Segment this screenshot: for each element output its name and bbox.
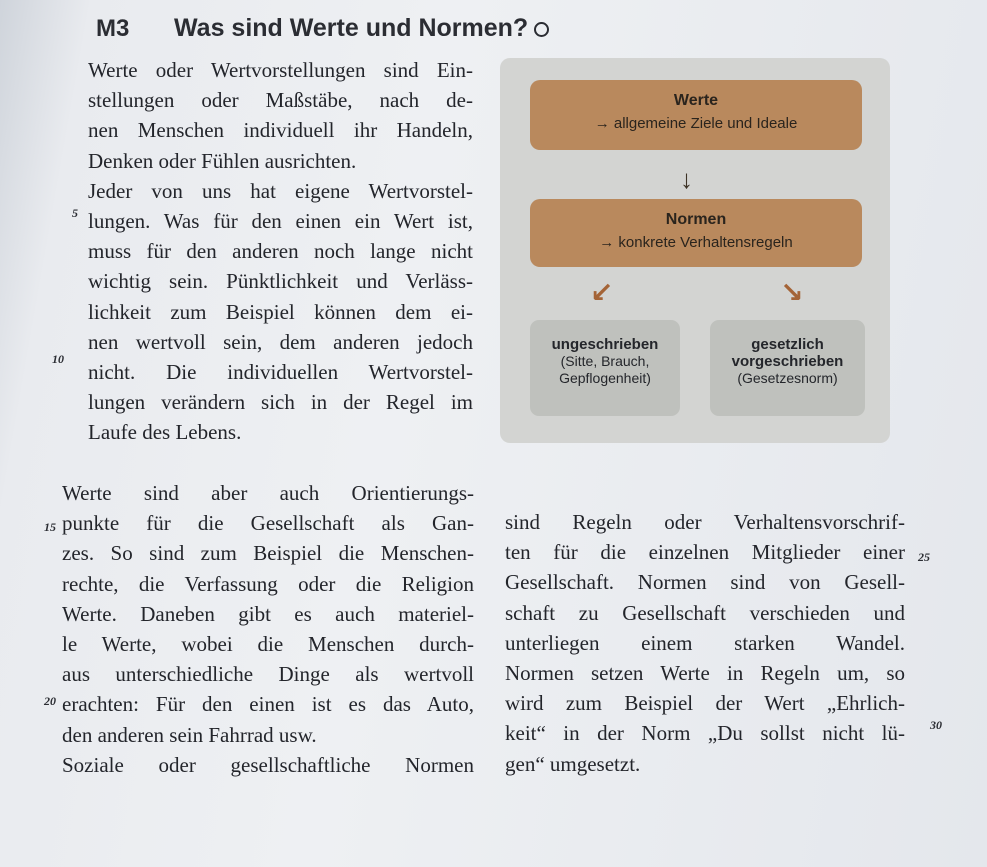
- paragraph-orientierung: [62, 478, 474, 780]
- gesetzlich-subtitle: (Gesetzesnorm): [737, 370, 838, 386]
- line-number: 5: [72, 206, 78, 220]
- material-label: M3: [96, 14, 130, 42]
- line-number: 15: [44, 520, 56, 534]
- ungeschrieben-title: ungeschrieben: [551, 336, 659, 353]
- text-line: Werte oder Wertvorstellungen sind Ein-: [88, 58, 473, 82]
- text-line: muss für den anderen noch lange nicht: [88, 239, 473, 264]
- text-line: Werte sind aber auch Orientierungs-: [62, 481, 474, 505]
- werte-title: Werte: [673, 92, 719, 109]
- text-line: lichkeit zum Beispiel können dem ei-: [88, 299, 473, 324]
- gesetzlich-title: gesetzlich vorgeschrieben: [731, 336, 844, 370]
- text-line: nen wertvoll sein, dem anderen jedoch: [88, 329, 473, 354]
- text-line: rechte, die Verfassung oder die Religion: [62, 571, 474, 596]
- line-number: 20: [44, 694, 56, 708]
- text-line: nicht. Die individuellen Wertvorstel-: [88, 360, 473, 385]
- text-line: Gesellschaft. Normen sind von Gesell-: [505, 570, 905, 595]
- werte-normen-diagram: [500, 58, 890, 443]
- text-line: nen Menschen individuell ihr Handeln,: [88, 118, 473, 143]
- line-number: 30: [930, 718, 942, 732]
- text-line: Jeder von uns hat eigene Wertvorstel-: [88, 178, 473, 203]
- title-row: [96, 14, 549, 43]
- page-title: Was sind Werte und Normen?: [174, 14, 529, 42]
- text-line: ten für die einzelnen Mitglieder einer: [505, 540, 905, 565]
- text-line: gen“ umgesetzt.: [505, 751, 641, 776]
- text-line: keit“ in der Norm „Du sollst nicht lü-: [505, 721, 905, 746]
- text-line: lungen. Was für den einen ein Wert ist,: [88, 209, 473, 234]
- line-number: 10: [52, 352, 64, 366]
- paragraph-werte: [88, 55, 473, 448]
- text-line: le Werte, wobei die Menschen durch-: [62, 632, 474, 657]
- normen-box: [530, 199, 862, 267]
- text-line: wird zum Beispiel der Wert „Ehrlich-: [505, 691, 905, 716]
- text-line: unterliegen einem starken Wandel.: [505, 630, 905, 655]
- text-line: Normen setzen Werte in Regeln um, so: [505, 661, 905, 686]
- arrow-down-icon: ↓: [680, 164, 693, 194]
- text-line: punkte für die Gesellschaft als Gan-: [62, 511, 474, 536]
- text-line: erachten: Für den einen ist es das Auto,: [62, 692, 474, 717]
- arrow-down-left-icon: ↙: [590, 277, 614, 308]
- text-line: Soziale oder gesellschaftliche Normen: [62, 752, 474, 777]
- text-line: den anderen sein Fahrrad usw.: [62, 722, 317, 747]
- ungeschrieben-box: [530, 320, 680, 416]
- gesetzlich-box: [710, 320, 865, 416]
- normen-title: Normen: [665, 211, 727, 228]
- arrow-down-right-icon: ↘: [780, 277, 804, 308]
- line-number: 25: [918, 550, 930, 564]
- text-line: Werte. Daneben gibt es auch materiel-: [62, 601, 474, 626]
- ungeschrieben-subtitle: (Sitte, Brauch, Gepflogenheit): [559, 353, 651, 386]
- text-line: schaft zu Gesellschaft verschieden und: [505, 600, 905, 625]
- normen-subtitle: → konkrete Verhaltensregeln: [599, 234, 793, 251]
- werte-box: [530, 80, 862, 150]
- werte-subtitle: → allgemeine Ziele und Ideale: [594, 115, 798, 132]
- text-line: lungen verändern sich in der Regel im: [88, 390, 473, 415]
- text-line: Denken oder Fühlen ausrichten.: [88, 148, 357, 173]
- text-line: aus unterschiedliche Dinge als wertvoll: [62, 662, 474, 687]
- text-line: stellungen oder Maßstäbe, nach de-: [88, 88, 473, 113]
- text-line: sind Regeln oder Verhaltensvorschrif-: [505, 510, 905, 534]
- circle-icon: [534, 22, 549, 37]
- text-line: zes. So sind zum Beispiel die Menschen-: [62, 541, 474, 566]
- text-line: Laufe des Lebens.: [88, 420, 242, 445]
- text-line: wichtig sein. Pünktlichkeit und Verläss-: [88, 269, 473, 294]
- paragraph-normen: [505, 507, 905, 779]
